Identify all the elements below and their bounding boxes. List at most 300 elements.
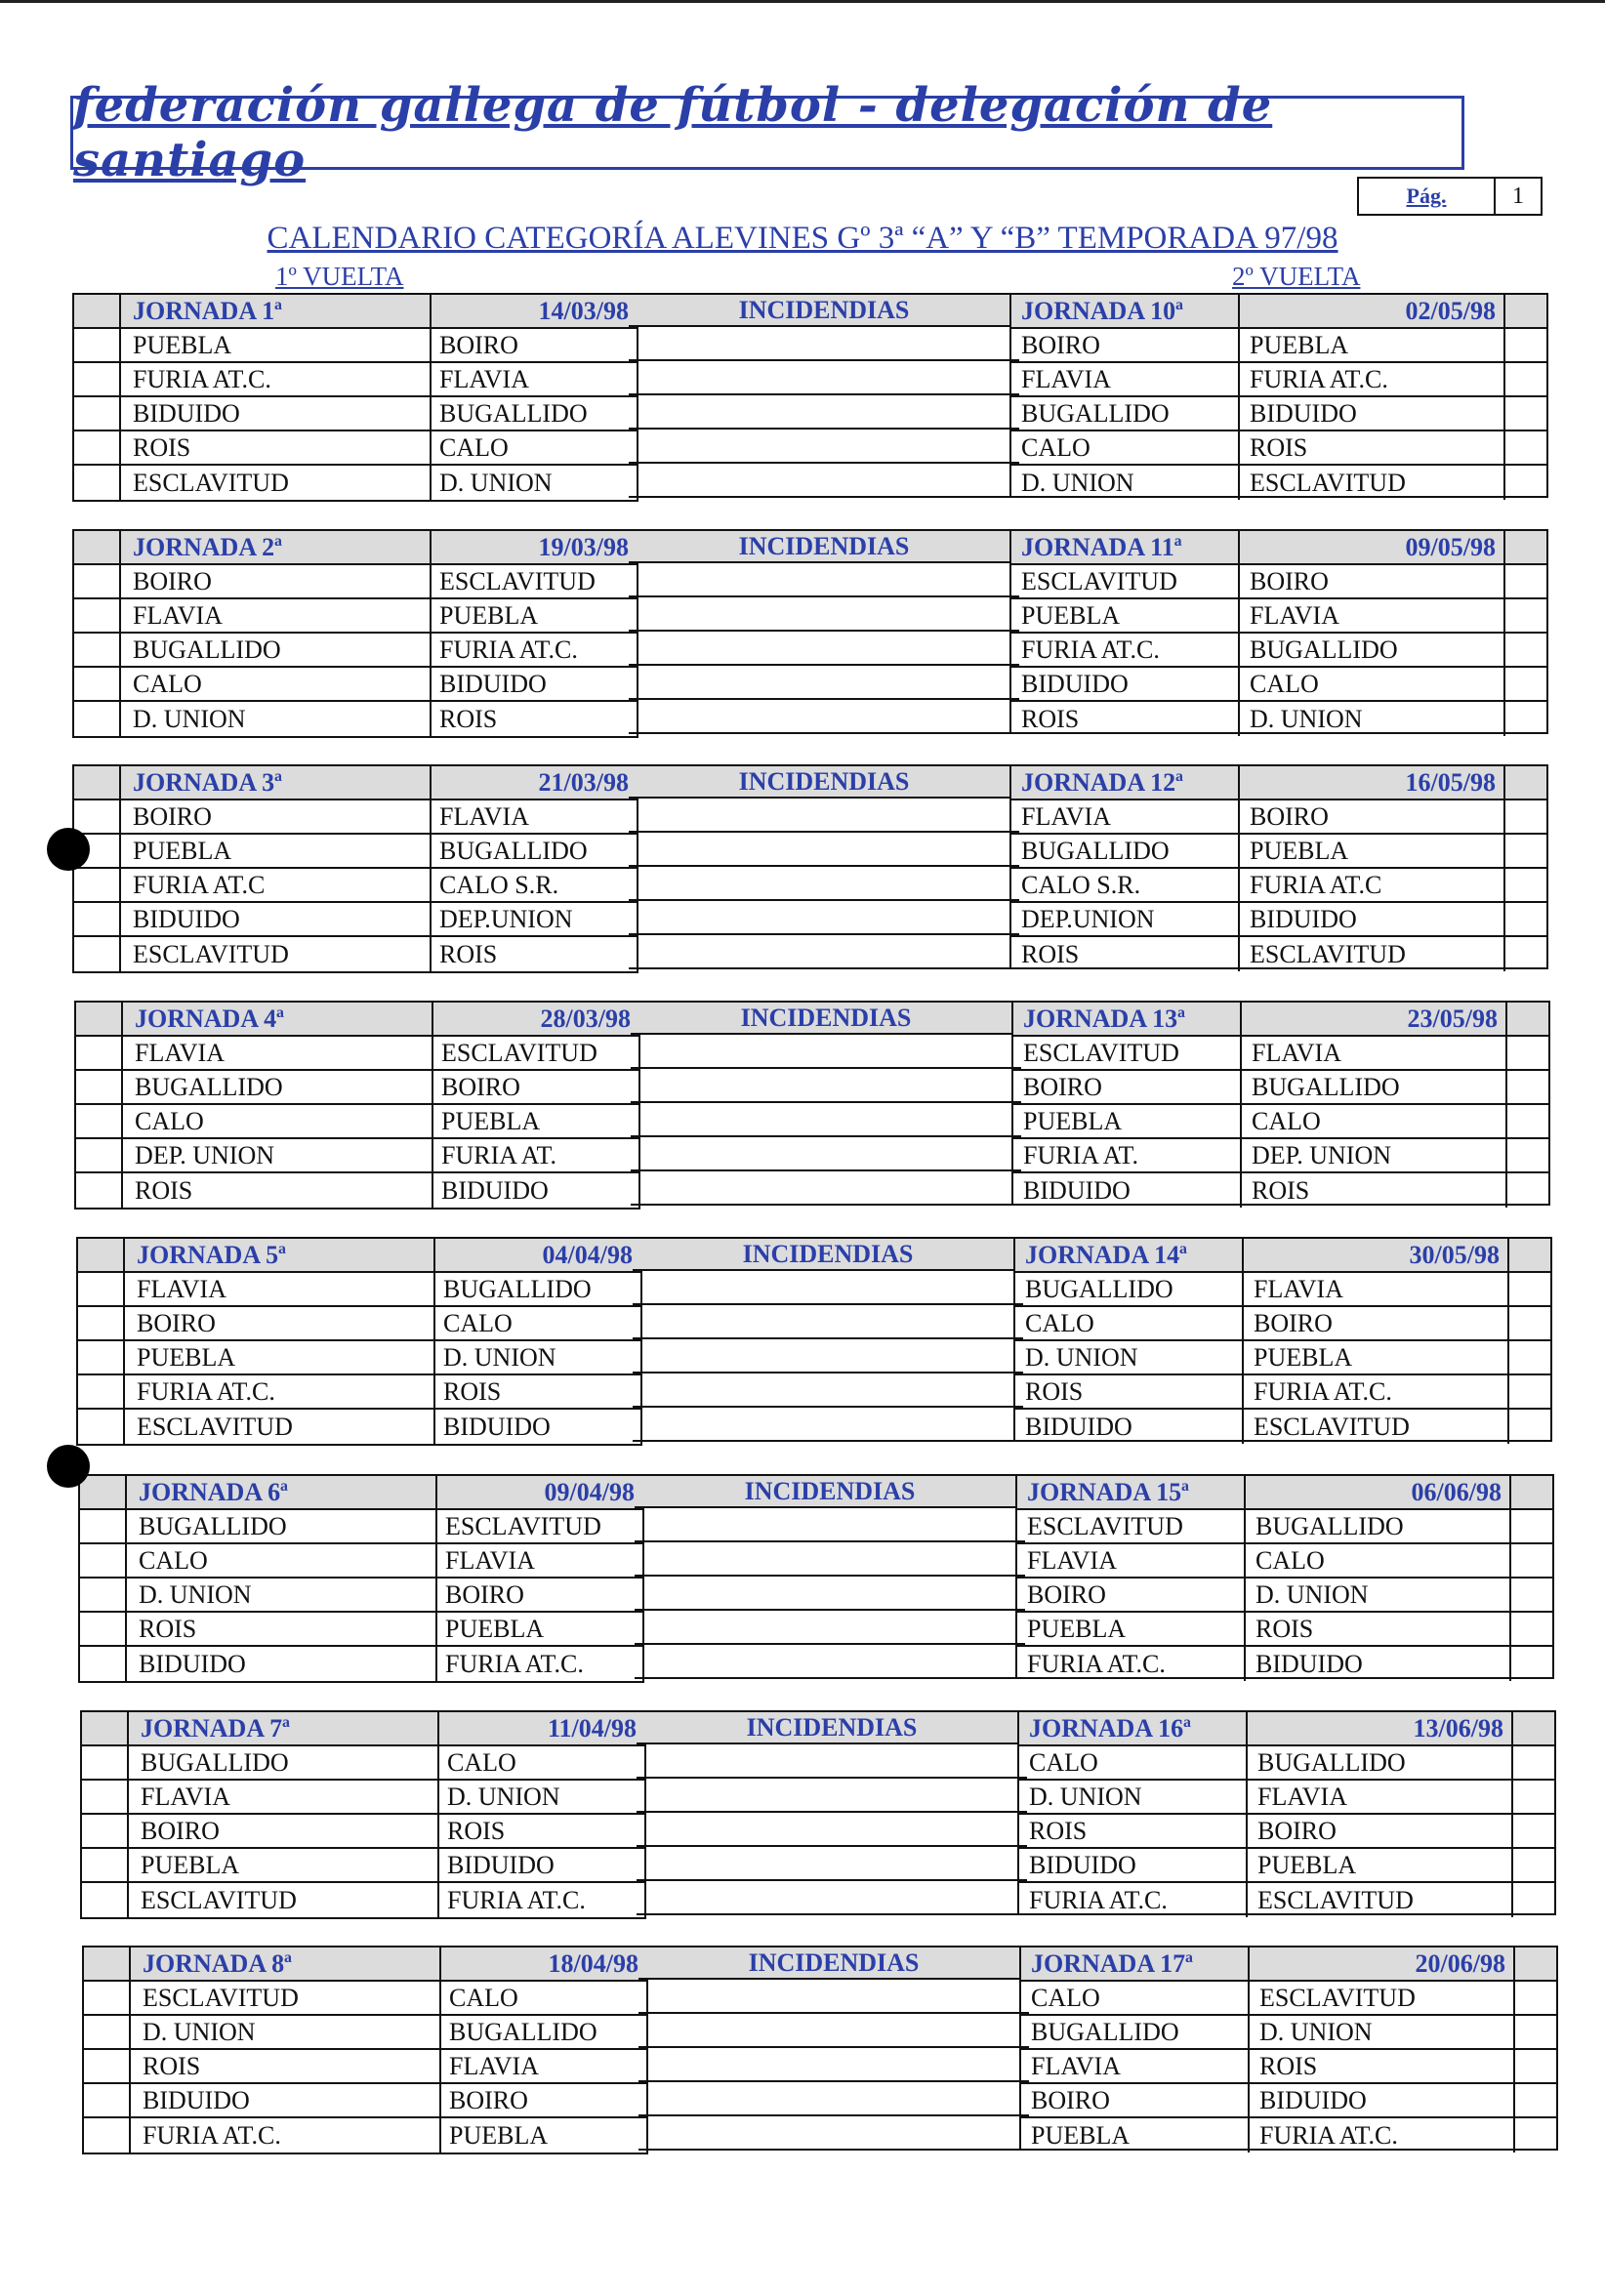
table-header-row: [1013, 1003, 1548, 1037]
table-header-row: [74, 766, 637, 800]
row-marker: [74, 397, 121, 430]
row-marker: [1511, 1544, 1552, 1577]
home-team: FURIA AT.C: [121, 869, 432, 901]
away-team: FURIA AT.C.: [1250, 2118, 1515, 2152]
incidencias-row: [629, 632, 1019, 666]
away-team: BIDUIDO: [439, 669, 547, 698]
row-marker: [1513, 1746, 1554, 1779]
home-team: FLAVIA: [125, 1273, 435, 1305]
home-team: ROIS: [121, 431, 432, 464]
match-row: [1017, 1510, 1552, 1544]
row-marker: [78, 1341, 125, 1374]
row-marker: [1505, 565, 1546, 597]
match-row: [1011, 565, 1546, 599]
jornada-title: JORNADA 7ª: [129, 1712, 439, 1744]
incidencias-column: [629, 293, 1019, 502]
home-team: BUGALLIDO: [1011, 835, 1240, 867]
match-row: [82, 1815, 644, 1849]
incidencias-row: [633, 1339, 1023, 1374]
row-marker: [84, 1948, 131, 1980]
match-row: [1017, 1647, 1552, 1681]
incidencias-row: [629, 901, 1019, 935]
match-row: [1013, 1105, 1548, 1139]
away-team: BOIRO: [449, 2085, 528, 2114]
away-team: FLAVIA: [1242, 1037, 1507, 1069]
home-team: FURIA AT.: [1013, 1139, 1242, 1171]
jornada-title: JORNADA 12ª: [1011, 766, 1240, 799]
away-team: ESCLAVITUD: [439, 566, 596, 595]
home-team: CALO: [1011, 431, 1240, 464]
incidencias-row: [633, 1305, 1023, 1339]
match-row: [74, 869, 637, 903]
match-row: [1021, 1982, 1556, 2016]
away-team: PUEBLA: [1240, 835, 1505, 867]
jornada-date: 06/06/98: [1246, 1476, 1511, 1508]
row-marker: [78, 1273, 125, 1305]
match-row: [1011, 835, 1546, 869]
away-team: PUEBLA: [1248, 1849, 1513, 1881]
away-team: CALO: [439, 432, 509, 462]
away-team: ESCLAVITUD: [1240, 466, 1505, 500]
row-marker: [1505, 903, 1546, 935]
away-team: BIDUIDO: [1250, 2084, 1515, 2116]
row-marker: [76, 1105, 123, 1137]
jornada-block: [78, 1474, 1554, 1683]
home-team: BOIRO: [1011, 329, 1240, 361]
table-header-row: [80, 1476, 642, 1510]
jornada-date: 16/05/98: [1240, 766, 1505, 799]
first-round-table: [72, 293, 638, 502]
match-row: [74, 363, 637, 397]
incidencias-row: [638, 2048, 1029, 2082]
match-row: [74, 903, 637, 937]
first-round-table: [72, 529, 638, 738]
match-row: [1015, 1341, 1550, 1375]
home-team: ESCLAVITUD: [129, 1883, 439, 1917]
table-header-row: [84, 1948, 646, 1982]
incidencias-row: [633, 1374, 1023, 1408]
incidencias-row: [635, 1611, 1025, 1645]
first-round-table: [82, 1946, 648, 2154]
row-marker: [1515, 2050, 1556, 2082]
home-team: FURIA AT.C.: [131, 2118, 441, 2152]
row-marker: [1511, 1578, 1552, 1611]
away-team: ESCLAVITUD: [445, 1511, 601, 1540]
home-team: ESCLAVITUD: [1011, 565, 1240, 597]
jornada-date: 21/03/98: [538, 767, 629, 797]
away-team: ROIS: [439, 704, 498, 733]
incidencias-row: [631, 1137, 1021, 1171]
row-marker: [1505, 702, 1546, 736]
home-team: BIDUIDO: [127, 1647, 437, 1681]
match-row: [74, 634, 637, 668]
home-team: BOIRO: [1013, 1071, 1242, 1103]
home-team: D. UNION: [1011, 466, 1240, 500]
match-row: [1021, 2016, 1556, 2050]
match-row: [1011, 397, 1546, 431]
away-team: ROIS: [439, 939, 498, 968]
match-row: [84, 1982, 646, 2016]
row-marker: [82, 1883, 129, 1917]
home-team: BIDUIDO: [1015, 1410, 1244, 1444]
home-team: BOIRO: [1021, 2084, 1250, 2116]
second-round-table: [1019, 1946, 1558, 2151]
row-marker: [1509, 1341, 1550, 1374]
home-team: BOIRO: [1017, 1578, 1246, 1611]
match-row: [74, 466, 637, 500]
row-marker: [1515, 1982, 1556, 2014]
row-marker: [1505, 634, 1546, 666]
jornada-date: 19/03/98: [538, 532, 629, 561]
home-team: BOIRO: [121, 800, 432, 833]
second-round-table: [1009, 529, 1548, 734]
home-team: PUEBLA: [121, 835, 432, 867]
table-header-row: [1011, 766, 1546, 800]
jornada-block: [74, 1001, 1550, 1210]
match-row: [74, 565, 637, 599]
table-header-row: [1015, 1239, 1550, 1273]
table-header-row: [1021, 1948, 1556, 1982]
match-row: [1011, 903, 1546, 937]
away-team: FURIA AT.C.: [445, 1649, 584, 1678]
row-marker: [74, 702, 121, 736]
match-row: [76, 1037, 638, 1071]
away-team: BIDUIDO: [1240, 903, 1505, 935]
row-marker: [74, 634, 121, 666]
match-row: [74, 835, 637, 869]
jornada-title: JORNADA 10ª: [1011, 295, 1240, 327]
match-row: [84, 2118, 646, 2152]
home-team: ESCLAVITUD: [1017, 1510, 1246, 1542]
match-row: [1019, 1883, 1554, 1917]
page-number-box: [1357, 177, 1543, 216]
away-team: CALO S.R.: [439, 870, 559, 899]
away-team: BIDUIDO: [443, 1412, 551, 1441]
row-marker: [1509, 1273, 1550, 1305]
away-team: BOIRO: [1240, 565, 1505, 597]
table-header-row: [76, 1003, 638, 1037]
away-team: PUEBLA: [1244, 1341, 1509, 1374]
away-team: BIDUIDO: [447, 1850, 555, 1879]
incidencias-row: [629, 361, 1019, 395]
away-team: BUGALLIDO: [439, 398, 588, 428]
home-team: CALO: [1019, 1746, 1248, 1779]
page-top-border: [0, 0, 1605, 3]
match-row: [1017, 1544, 1552, 1578]
table-header-row: [78, 1239, 640, 1273]
match-row: [78, 1307, 640, 1341]
home-team: ROIS: [127, 1613, 437, 1645]
row-marker: [84, 2084, 131, 2116]
row-marker: [80, 1510, 127, 1542]
jornada-block: [80, 1710, 1556, 1919]
incidencias-row: [629, 867, 1019, 901]
jornada-date: 20/06/98: [1250, 1948, 1515, 1980]
jornada-title: JORNADA 16ª: [1019, 1712, 1248, 1744]
away-team: CALO: [449, 1983, 518, 2012]
jornada-date: 04/04/98: [542, 1240, 633, 1269]
jornada-date: 13/06/98: [1248, 1712, 1513, 1744]
incidencias-header: INCIDENDIAS: [631, 1001, 1021, 1035]
away-team: ROIS: [1250, 2050, 1515, 2082]
match-row: [74, 702, 637, 736]
away-team: FLAVIA: [439, 801, 529, 831]
row-marker: [74, 766, 121, 799]
jornada-block: [72, 764, 1548, 973]
jornada-date: 28/03/98: [540, 1004, 631, 1033]
home-team: BUGALLIDO: [1015, 1273, 1244, 1305]
jornada-block: [76, 1237, 1552, 1446]
away-team: CALO: [443, 1308, 513, 1337]
away-team: FLAVIA: [449, 2051, 539, 2080]
row-marker: [1505, 329, 1546, 361]
incidencias-row: [637, 1779, 1027, 1813]
home-team: ROIS: [123, 1173, 433, 1208]
match-row: [1013, 1071, 1548, 1105]
match-row: [1011, 668, 1546, 702]
home-team: FURIA AT.C.: [121, 363, 432, 395]
incidencias-row: [637, 1881, 1027, 1915]
incidencias-row: [629, 430, 1019, 464]
away-team: BUGALLIDO: [1240, 634, 1505, 666]
away-team: DEP.UNION: [439, 904, 573, 933]
jornada-title: JORNADA 13ª: [1013, 1003, 1242, 1035]
away-team: FURIA AT.C.: [439, 635, 578, 664]
away-team: D. UNION: [447, 1782, 560, 1811]
first-round-table: [80, 1710, 646, 1919]
second-round-table: [1009, 293, 1548, 498]
away-team: FLAVIA: [439, 364, 529, 393]
home-team: DEP. UNION: [123, 1139, 433, 1171]
incidencias-row: [633, 1408, 1023, 1442]
away-team: ESCLAVITUD: [1244, 1410, 1509, 1444]
incidencias-header: INCIDENDIAS: [629, 529, 1019, 563]
match-row: [1019, 1849, 1554, 1883]
away-team: D. UNION: [443, 1342, 556, 1372]
row-marker: [74, 565, 121, 597]
row-marker: [1505, 363, 1546, 395]
row-marker: [1505, 599, 1546, 632]
away-team: PUEBLA: [449, 2120, 549, 2150]
incidencias-row: [637, 1744, 1027, 1779]
incidencias-column: [633, 1237, 1023, 1446]
header-title: federación gallega de fútbol - delegación de santiago: [73, 78, 1273, 187]
row-marker: [1505, 431, 1546, 464]
match-row: [74, 668, 637, 702]
match-row: [78, 1410, 640, 1444]
match-row: [78, 1273, 640, 1307]
home-team: BIDUIDO: [121, 903, 432, 935]
home-team: ESCLAVITUD: [121, 937, 432, 971]
row-marker: [1513, 1815, 1554, 1847]
match-row: [78, 1375, 640, 1410]
row-marker: [1505, 397, 1546, 430]
row-marker: [1511, 1476, 1552, 1508]
row-marker: [1511, 1613, 1552, 1645]
match-row: [1011, 363, 1546, 397]
jornada-title: JORNADA 14ª: [1015, 1239, 1244, 1271]
row-marker: [1515, 2084, 1556, 2116]
jornada-block: [72, 293, 1548, 502]
row-marker: [78, 1239, 125, 1271]
away-team: D. UNION: [1246, 1578, 1511, 1611]
match-row: [1019, 1746, 1554, 1781]
away-team: FURIA AT.C.: [1240, 363, 1505, 395]
match-row: [1011, 599, 1546, 634]
row-marker: [1505, 466, 1546, 500]
incidencias-column: [637, 1710, 1027, 1919]
home-team: ESCLAVITUD: [131, 1982, 441, 2014]
row-marker: [80, 1476, 127, 1508]
table-header-row: [82, 1712, 644, 1746]
home-team: PUEBLA: [1017, 1613, 1246, 1645]
match-row: [80, 1544, 642, 1578]
away-team: BOIRO: [1240, 800, 1505, 833]
match-row: [1021, 2050, 1556, 2084]
row-marker: [82, 1746, 129, 1779]
page-label: Pág.: [1359, 179, 1496, 214]
home-team: FLAVIA: [129, 1781, 439, 1813]
home-team: ROIS: [131, 2050, 441, 2082]
incidencias-row: [631, 1069, 1021, 1103]
incidencias-column: [631, 1001, 1021, 1210]
home-team: BUGALLIDO: [129, 1746, 439, 1779]
row-marker: [1511, 1510, 1552, 1542]
match-row: [84, 2050, 646, 2084]
match-row: [1021, 2084, 1556, 2118]
match-row: [84, 2016, 646, 2050]
row-marker: [1505, 800, 1546, 833]
document-title: CALENDARIO CATEGORÍA ALEVINES Gº 3ª “A” Y “B” TEMPORADA 97/98: [267, 221, 1338, 256]
row-marker: [82, 1781, 129, 1813]
home-team: FURIA AT.C.: [1017, 1647, 1246, 1681]
home-team: D. UNION: [127, 1578, 437, 1611]
table-header-row: [1019, 1712, 1554, 1746]
away-team: BOIRO: [1244, 1307, 1509, 1339]
incidencias-row: [635, 1645, 1025, 1679]
match-row: [76, 1139, 638, 1173]
match-row: [1013, 1037, 1548, 1071]
away-team: FURIA AT.C: [1240, 869, 1505, 901]
away-team: CALO: [1242, 1105, 1507, 1137]
incidencias-header: INCIDENDIAS: [629, 764, 1019, 799]
incidencias-row: [635, 1542, 1025, 1577]
home-team: ROIS: [1011, 937, 1240, 971]
home-team: BUGALLIDO: [1011, 397, 1240, 430]
incidencias-header: INCIDENDIAS: [629, 293, 1019, 327]
row-marker: [1513, 1883, 1554, 1917]
home-team: BIDUIDO: [1019, 1849, 1248, 1881]
home-team: ROIS: [1019, 1815, 1248, 1847]
away-team: FLAVIA: [445, 1545, 535, 1575]
jornada-title: JORNADA 2ª: [121, 531, 432, 563]
incidencias-row: [629, 833, 1019, 867]
away-team: BOIRO: [1248, 1815, 1513, 1847]
home-team: ESCLAVITUD: [125, 1410, 435, 1444]
jornada-title: JORNADA 1ª: [121, 295, 432, 327]
match-row: [1011, 702, 1546, 736]
jornada-date: 14/03/98: [538, 296, 629, 325]
match-row: [80, 1613, 642, 1647]
incidencias-row: [631, 1171, 1021, 1206]
away-team: BUGALLIDO: [1242, 1071, 1507, 1103]
match-row: [82, 1849, 644, 1883]
away-team: CALO: [1246, 1544, 1511, 1577]
row-marker: [76, 1139, 123, 1171]
away-team: FURIA AT.: [441, 1140, 556, 1169]
match-row: [1021, 2118, 1556, 2152]
table-header-row: [74, 531, 637, 565]
second-round-label: 2º VUELTA: [1232, 262, 1361, 291]
incidencias-header: INCIDENDIAS: [638, 1946, 1029, 1980]
second-round-table: [1015, 1474, 1554, 1679]
match-row: [1011, 937, 1546, 971]
incidencias-column: [629, 529, 1019, 738]
incidencias-row: [629, 395, 1019, 430]
row-marker: [1509, 1410, 1550, 1444]
incidencias-row: [635, 1577, 1025, 1611]
match-row: [74, 397, 637, 431]
row-marker: [1515, 2016, 1556, 2048]
match-row: [1011, 800, 1546, 835]
home-team: FLAVIA: [123, 1037, 433, 1069]
first-round-table: [76, 1237, 642, 1446]
match-row: [74, 599, 637, 634]
incidencias-row: [629, 597, 1019, 632]
incidencias-column: [635, 1474, 1025, 1683]
home-team: CALO S.R.: [1011, 869, 1240, 901]
home-team: CALO: [127, 1544, 437, 1577]
home-team: BUGALLIDO: [1021, 2016, 1250, 2048]
row-marker: [1509, 1239, 1550, 1271]
away-team: BUGALLIDO: [449, 2017, 597, 2046]
match-row: [82, 1883, 644, 1917]
match-row: [1013, 1173, 1548, 1208]
home-team: ROIS: [1011, 702, 1240, 736]
row-marker: [1515, 1948, 1556, 1980]
row-marker: [74, 937, 121, 971]
incidencias-column: [629, 764, 1019, 973]
away-team: ESCLAVITUD: [1240, 937, 1505, 971]
match-row: [74, 329, 637, 363]
home-team: FLAVIA: [121, 599, 432, 632]
punch-hole: [47, 1445, 90, 1488]
first-round-table: [74, 1001, 640, 1210]
away-team: CALO: [1240, 668, 1505, 700]
home-team: BOIRO: [125, 1307, 435, 1339]
jornada-block: [82, 1946, 1558, 2154]
away-team: BOIRO: [439, 330, 518, 359]
match-row: [1019, 1815, 1554, 1849]
home-team: BUGALLIDO: [123, 1071, 433, 1103]
row-marker: [1511, 1647, 1552, 1681]
table-header-row: [1011, 295, 1546, 329]
jornada-title: JORNADA 8ª: [131, 1948, 441, 1980]
away-team: FLAVIA: [1248, 1781, 1513, 1813]
match-row: [80, 1510, 642, 1544]
match-row: [1019, 1781, 1554, 1815]
away-team: D. UNION: [1240, 702, 1505, 736]
jornada-title: JORNADA 6ª: [127, 1476, 437, 1508]
away-team: ROIS: [1246, 1613, 1511, 1645]
home-team: PUEBLA: [125, 1341, 435, 1374]
home-team: PUEBLA: [1011, 599, 1240, 632]
home-team: FURIA AT.C.: [1019, 1883, 1248, 1917]
jornada-title: JORNADA 15ª: [1017, 1476, 1246, 1508]
row-marker: [1507, 1003, 1548, 1035]
incidencias-row: [638, 2082, 1029, 2116]
row-marker: [1507, 1037, 1548, 1069]
